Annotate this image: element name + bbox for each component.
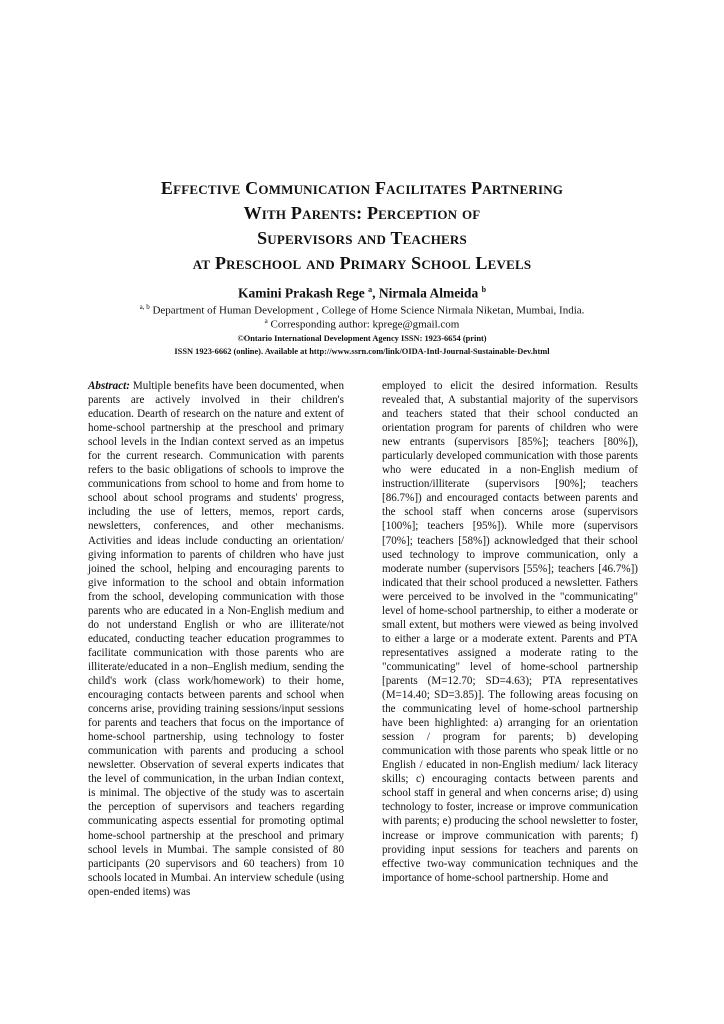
author-affiliation-mark: a: [368, 285, 373, 294]
corresponding-author: [0, 317, 724, 331]
title-line-1: Effective Communication Facilitates Partnering: [160, 178, 564, 198]
author-separator: ,: [372, 285, 376, 301]
author-name: Kamini Prakash Rege: [237, 285, 365, 301]
abstract-label: Abstract:: [88, 380, 130, 392]
issn-online-line: ISSN 1923-6662 (online). Available at http://www.ssrn.com/link/OIDA-Intl-Journal-Sustainable-Dev.html: [174, 347, 550, 356]
affiliation-text: Department of Human Development , College of Home Science Nirmala Niketan, Mumbai, India.: [152, 304, 585, 317]
title-line-2: With Parents: Perception of: [243, 203, 481, 223]
abstract-text-right: employed to elicit the desired information. Results revealed that, A substantial majority of the supervisors and teachers stated that their school conducted an orientation program for parents of children who were new entrants (supervisors [85%]; teachers [80%]), particularly developed communication with those parents who were educated in a non-English medium of instruction/illiterate (supervisors [90%]; teachers [86.7%]) and encouraged contacts between parents and the school staff when concerns arose (supervisors [100%]; teachers [95%]). While more (supervisors [70%]; teachers [58%]) acknowledged that their school used technology to improve communication, only a moderate number (supervisors [55%]; teachers [46.7%]) indicated that their school produced a newsletter. Fathers were perceived to be involved in the "communicating" level of home-school partnership, to either a moderate or small extent, but mothers were viewed as being involved to either a large or a moderate extent. Parents and PTA representatives assigned a moderate rating to the "communicating" level of home-school partnership [parents (M=12.70; SD=4.63); PTA representatives (M=14.40; SD=3.85)]. The following areas focusing on the communicating level of home-school partnership have been highlighted: a) arranging for an orientation session / program for parents; b) developing communication with those parents who speak little or no English / educated in non-English medium/ lack literacy skills; c) encouraging contacts between parents and school staff in general and when concerns arise; d) using technology to foster, increase or improve communication with parents; e) producing the school newsletter to foster, increase or improve communication with parents; f) providing input sessions for teachers and parents on effective two-way communication techniques and the importance of home-school partnership. Home and: [382, 380, 638, 884]
author-list: [0, 285, 724, 302]
paper-title: [60, 176, 664, 276]
title-line-4: at Preschool and Primary School Levels: [192, 253, 532, 273]
corresponding-text: Corresponding author: kprege@gmail.com: [270, 318, 460, 331]
corresponding-mark: a: [264, 317, 268, 325]
abstract-column-right: [382, 379, 638, 885]
issn-print-line: ©Ontario International Development Agency ISSN: 1923-6654 (print): [237, 334, 487, 343]
abstract-text-left: Multiple benefits have been documented, when parents are actively involved in their children's education. Dearth of research on the nature and extent of home-school partnership at the preschool and primary school levels in the Indian context served as an impetus for the current research. Communication with parents refers to the basic obligations of schools to improve the communications from school to home and from home to school about school programs and students' progress, including the use of letters, memos, report cards, newsletters, conferences, and other mechanisms. Activities and ideas include conducting an orientation/ giving information to parents of children who have just joined the school, helping and encouraging parents to give information to the school and obtain information from the school, developing communication with those parents who are educated in a Non-English medium and do not understand English or who are illiterate/not educated, conducting teacher education programmes to facilitate communication with those parents who are illiterate/educated in a non–English medium, sending the child's work (class work/homework) to their home, encouraging contacts between parents and school when concerns arise, providing training sessions/input sessions for parents and teachers that focus on the importance of home-school partnership, using technology to foster communication with parents and producing a school newsletter. Observation of several experts indicates that the level of communication, in the urban Indian context, is minimal. The objective of the study was to ascertain the perception of supervisors and teachers regarding communicating aspects essential for promoting optimal home-school partnership at the preschool and primary school levels in Mumbai. The sample consisted of 80 participants (20 supervisors and 60 teachers) from 10 schools located in Mumbai. An interview schedule (using open-ended items) was: [88, 380, 344, 898]
author-name: Nirmala Almeida: [378, 285, 479, 301]
affiliation: [0, 303, 724, 317]
affiliation-mark: a, b: [139, 303, 150, 311]
title-line-3: Supervisors and Teachers: [257, 228, 467, 248]
abstract-column-left: [88, 379, 344, 899]
author-affiliation-mark: b: [481, 285, 487, 294]
